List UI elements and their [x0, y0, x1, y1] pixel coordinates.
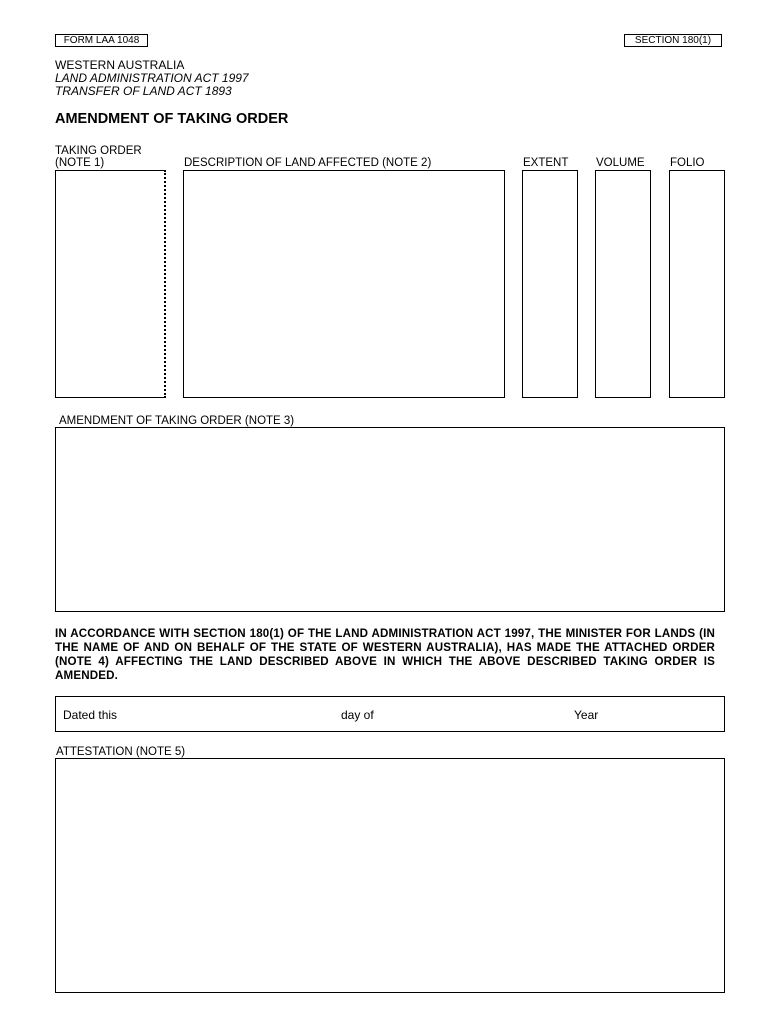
form-number-tag: FORM LAA 1048	[55, 34, 148, 47]
form-title: AMENDMENT OF TAKING ORDER	[55, 111, 289, 127]
attestation-field[interactable]	[55, 758, 725, 993]
year-label: Year	[574, 708, 599, 722]
volume-field[interactable]	[595, 170, 651, 398]
description-field[interactable]	[183, 170, 505, 398]
amendment-field[interactable]	[55, 427, 725, 612]
dated-field[interactable]	[55, 696, 725, 732]
description-header: DESCRIPTION OF LAND AFFECTED (NOTE 2)	[184, 157, 432, 169]
day-of-label: day of	[341, 708, 374, 722]
taking-order-header-line1: TAKING ORDER	[55, 145, 142, 157]
statement-paragraph: IN ACCORDANCE WITH SECTION 180(1) OF THE LAND ADMINISTRATION ACT 1997, THE MINISTER FOR LANDS (IN THE NAME OF AND ON BEHALF OF THE STATE OF WESTERN AUSTRALIA), HAS MADE THE ATTACHED ORDER (NOTE 4) AFFECTING THE LAND DESCRIBED ABOVE IN WHICH THE ABOVE DESCRIBED TAKING ORDER IS AMENDED.	[55, 627, 715, 682]
extent-field[interactable]	[522, 170, 578, 398]
folio-header: FOLIO	[670, 157, 705, 169]
state-heading: WESTERN AUSTRALIA	[55, 58, 185, 72]
amendment-label: AMENDMENT OF TAKING ORDER (NOTE 3)	[59, 415, 295, 427]
taking-order-field[interactable]	[55, 170, 166, 398]
act-heading-2: TRANSFER OF LAND ACT 1893	[55, 84, 232, 98]
dated-this-label: Dated this	[63, 708, 118, 722]
volume-header: VOLUME	[596, 157, 645, 169]
section-reference-tag: SECTION 180(1)	[624, 34, 722, 47]
folio-field[interactable]	[669, 170, 725, 398]
attestation-label: ATTESTATION (NOTE 5)	[56, 746, 186, 758]
act-heading-1: LAND ADMINISTRATION ACT 1997	[55, 71, 249, 85]
extent-header: EXTENT	[523, 157, 569, 169]
taking-order-header-line2: (NOTE 1)	[55, 157, 105, 169]
